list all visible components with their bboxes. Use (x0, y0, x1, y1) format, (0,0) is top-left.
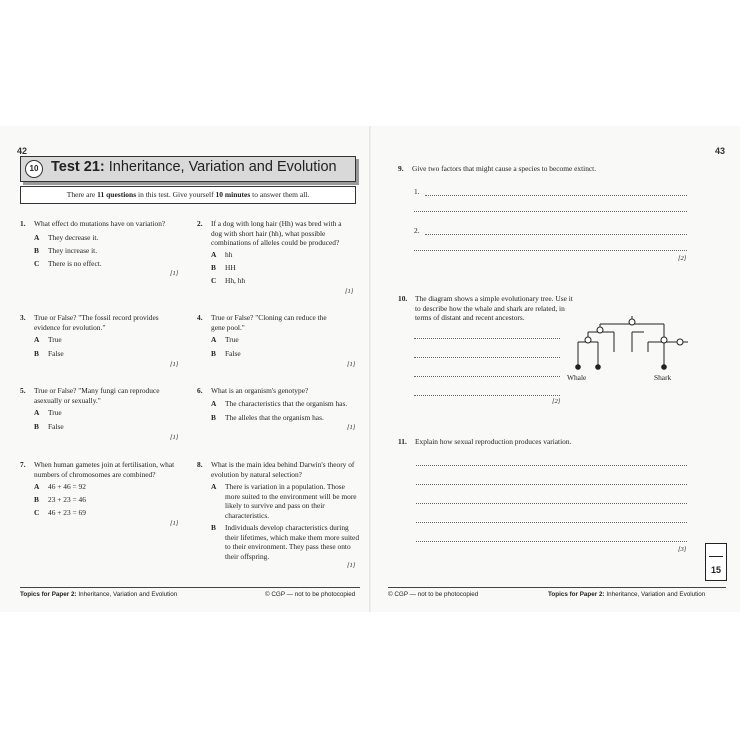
test-instructions (20, 186, 356, 204)
footer-topics-right (548, 591, 705, 598)
question-text: The diagram shows a simple evolutionary tree. Use it to describe how the whale and shark are related, in terms of distant and recent ancestors. (415, 294, 573, 322)
species-node (661, 364, 667, 370)
marks-label: [3] (678, 546, 687, 553)
answer-option-b[interactable] (211, 349, 241, 359)
answer-option-b[interactable] (211, 523, 361, 561)
marks-label: [1] (345, 288, 354, 295)
score-total: 15 (710, 565, 721, 575)
option-letter: C (34, 508, 40, 517)
question-9 (398, 164, 698, 264)
answer-number: 1. (414, 187, 420, 196)
footer-rule-right (388, 587, 726, 588)
answer-line[interactable] (414, 395, 560, 396)
footer-copyright-left: © CGP — not to be photocopied (265, 591, 356, 598)
answer-line[interactable] (416, 541, 687, 542)
question-text: True or False? "Many fungi can reproduce asexually or sexually." (34, 386, 160, 405)
question-3 (20, 313, 180, 373)
question-number: 3. (20, 313, 26, 322)
question-number: 1. (20, 219, 26, 228)
option-text: hh (225, 250, 233, 259)
footer-topics-left (20, 591, 177, 598)
footer-topics-text: Inheritance, Variation and Evolution (606, 591, 706, 598)
answer-option-b[interactable] (34, 349, 64, 359)
answer-line[interactable] (414, 211, 687, 212)
evolutionary-tree-diagram (570, 310, 690, 378)
answer-option-a[interactable] (34, 233, 98, 243)
option-letter: A (211, 399, 217, 408)
ancestor-node (585, 337, 591, 343)
question-text: True or False? "Cloning can reduce the gene pool." (211, 313, 327, 332)
option-text: There is variation in a population. Those more suited to the environment will be more likely to survive and pass on their characteristics. (225, 482, 357, 520)
answer-line[interactable] (414, 338, 560, 339)
answer-option-b[interactable] (34, 246, 97, 256)
species-node (595, 364, 601, 370)
footer-topics-bold: Topics for Paper 2: (20, 591, 77, 598)
ancestor-node (597, 327, 603, 333)
test-title (51, 159, 337, 175)
marks-label: [1] (347, 562, 356, 569)
question-number: 7. (20, 460, 26, 469)
option-text: False (48, 422, 64, 431)
label-whale: Whale (567, 373, 587, 382)
option-letter: B (34, 246, 39, 255)
option-text: HH (225, 263, 236, 272)
question-4 (197, 313, 362, 373)
answer-line[interactable] (425, 234, 687, 235)
option-text: The characteristics that the organism has. (225, 399, 348, 408)
label-shark: Shark (654, 373, 672, 382)
option-text: Individuals develop characteristics during their lifetimes, which make them more suited to their environment. They pass these onto their offspring. (225, 523, 360, 561)
option-text: They decrease it. (48, 233, 99, 242)
option-text: 46 + 46 = 92 (48, 482, 86, 491)
question-1 (20, 219, 180, 299)
marks-label: [2] (552, 398, 561, 405)
option-letter: B (34, 495, 39, 504)
option-text: True (48, 335, 62, 344)
answer-option-a[interactable] (211, 482, 361, 520)
question-text: True or False? "The fossil record provides evidence for evolution." (34, 313, 159, 332)
ancestor-node (677, 339, 683, 345)
marks-label: [1] (170, 270, 179, 277)
question-text: When human gametes join at fertilisation, what numbers of chromosomes are combined? (34, 460, 175, 479)
answer-option-c[interactable] (34, 508, 86, 518)
marks-label: [2] (678, 255, 687, 262)
option-text: False (48, 349, 64, 358)
question-11 (398, 437, 698, 557)
option-letter: A (211, 250, 217, 259)
answer-option-b[interactable] (34, 422, 64, 432)
answer-line[interactable] (425, 195, 687, 196)
option-letter: B (211, 523, 216, 532)
option-letter: A (211, 482, 217, 491)
option-text: True (48, 408, 62, 417)
info-time: 10 minutes (215, 190, 251, 199)
option-letter: B (34, 422, 39, 431)
question-number: 5. (20, 386, 26, 395)
info-question-count: 11 questions (97, 190, 137, 199)
question-number: 2. (197, 219, 203, 228)
answer-line[interactable] (414, 357, 560, 358)
question-number: 4. (197, 313, 203, 322)
option-text: False (225, 349, 241, 358)
answer-option-a[interactable] (211, 250, 232, 260)
question-text: What is the main idea behind Darwin's theory of evolution by natural selection? (211, 460, 355, 479)
marks-label: [1] (347, 361, 356, 368)
question-number: 11. (398, 437, 407, 446)
marks-label: [1] (170, 520, 179, 527)
option-letter: C (211, 276, 217, 285)
option-letter: A (34, 335, 40, 344)
answer-option-a[interactable] (211, 335, 239, 345)
option-letter: B (211, 263, 216, 272)
footer-topics-bold: Topics for Paper 2: (548, 591, 605, 598)
answer-line[interactable] (414, 250, 687, 251)
question-text: Give two factors that might cause a species to become extinct. (412, 164, 597, 173)
footer-copyright-right: © CGP — not to be photocopied (388, 591, 479, 598)
test-title-box (20, 156, 356, 182)
question-number: 6. (197, 386, 203, 395)
option-text: They increase it. (48, 246, 98, 255)
question-5 (20, 386, 180, 446)
option-letter: B (34, 349, 39, 358)
info-text: There are (66, 190, 96, 199)
option-text: 46 + 23 = 69 (48, 508, 86, 517)
option-text: Hh, hh (225, 276, 246, 285)
marks-label: [1] (170, 361, 179, 368)
option-text: 23 + 23 = 46 (48, 495, 86, 504)
question-number: 10. (398, 294, 408, 303)
book-gutter (369, 126, 371, 612)
option-text: True (225, 335, 239, 344)
option-text: There is no effect. (48, 259, 102, 268)
info-text: to answer them all. (252, 190, 310, 199)
answer-number: 2. (414, 226, 420, 235)
option-letter: C (34, 259, 40, 268)
question-text: Explain how sexual reproduction produces variation. (415, 437, 572, 446)
footer-rule-left (20, 587, 360, 588)
question-6 (197, 386, 362, 446)
ancestor-node (629, 319, 635, 325)
answer-line[interactable] (416, 465, 687, 466)
option-letter: A (34, 233, 40, 242)
answer-option-a[interactable] (211, 399, 347, 409)
answer-line[interactable] (416, 503, 687, 504)
test-number: Test 21: (51, 159, 105, 175)
species-node (575, 364, 581, 370)
option-letter: B (211, 349, 216, 358)
answer-option-c[interactable] (34, 259, 102, 269)
option-text: The alleles that the organism has. (225, 413, 324, 422)
ancestor-node (661, 337, 667, 343)
answer-option-a[interactable] (34, 482, 86, 492)
question-2 (197, 219, 362, 299)
answer-option-a[interactable] (34, 408, 62, 418)
answer-option-b[interactable] (211, 263, 236, 273)
answer-option-b[interactable] (211, 413, 324, 423)
question-text: If a dog with long hair (Hh) was bred with a dog with short hair (hh), what possible combinations of alleles could be produced? (211, 219, 342, 247)
info-text: in this test. Give yourself (138, 190, 214, 199)
clock-icon: 10 (25, 160, 43, 178)
option-letter: B (211, 413, 216, 422)
option-letter: A (34, 482, 40, 491)
page-number-right: 43 (715, 146, 726, 156)
footer-topics-text: Inheritance, Variation and Evolution (78, 591, 178, 598)
page-number-left: 42 (17, 146, 28, 156)
question-number: 8. (197, 460, 203, 469)
question-text: What effect do mutations have on variation? (34, 219, 166, 228)
question-number: 9. (398, 164, 404, 173)
marks-label: [1] (170, 434, 179, 441)
option-letter: A (34, 408, 40, 417)
answer-line[interactable] (414, 376, 560, 377)
answer-line[interactable] (416, 522, 687, 523)
question-7 (20, 460, 180, 540)
option-letter: A (211, 335, 217, 344)
answer-option-b[interactable] (34, 495, 86, 505)
answer-option-a[interactable] (34, 335, 62, 345)
answer-line[interactable] (416, 484, 687, 485)
score-divider (709, 556, 723, 557)
answer-option-c[interactable] (211, 276, 245, 286)
question-8 (197, 460, 362, 572)
score-box[interactable] (705, 543, 727, 581)
marks-label: [1] (347, 424, 356, 431)
question-text: What is an organism's genotype? (211, 386, 309, 395)
test-topic: Inheritance, Variation and Evolution (108, 159, 337, 175)
